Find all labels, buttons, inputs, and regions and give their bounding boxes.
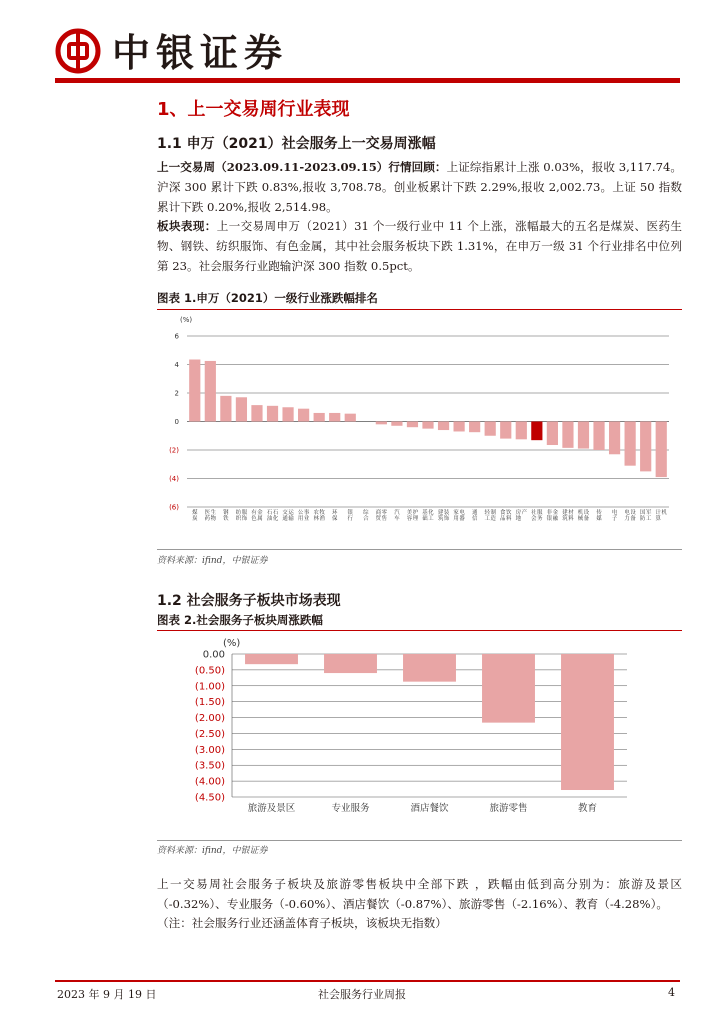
chart1-bar	[453, 422, 464, 432]
chart1-x-label: 钢铁	[223, 510, 229, 523]
chart1-x-label: 非银金融	[546, 510, 559, 523]
chart1-x-label: 电力设备	[624, 510, 636, 523]
chart1-bar	[345, 414, 356, 422]
chart2-bar	[245, 654, 298, 664]
paragraph-sector-performance	[157, 216, 682, 276]
paragraph-market-review-text: 上证综指累计上涨 0.03%，报收 3,117.74。沪深 300 累计下跌 0.83%,报收 3,708.78。创业板累计下跌 2.29%,报收 2,002.73。上证 50 指数累计下跌 0.20%,报收 2,514.98。	[157, 160, 682, 214]
chart1-bar	[531, 422, 542, 441]
chart2-bar	[403, 654, 456, 682]
chart1-bar	[422, 422, 433, 429]
chart2-x-label: 专业服务	[331, 803, 370, 814]
chart1-x-label: 纺织服饰	[235, 510, 248, 523]
chart1-bar	[516, 422, 527, 440]
chart1-x-label: 传媒	[596, 510, 602, 523]
chart1-x-label: 汽车	[394, 510, 400, 523]
chart1-bar	[376, 422, 387, 425]
chart2-y-tick: (2.00)	[194, 713, 225, 725]
subsection-title-2: 1.2 社会服务子板块市场表现	[157, 593, 341, 609]
chart2-bar	[324, 654, 377, 673]
chart1-x-label: 美容护理	[406, 510, 419, 523]
chart1-x-label: 电子	[611, 510, 618, 523]
chart1-x-label: 综合	[363, 510, 369, 523]
paragraph-market-review	[157, 157, 682, 217]
footer-rule	[55, 980, 680, 982]
figure2-title: 图表 2.社会服务子板块周涨跌幅	[157, 613, 323, 627]
figure2-top-rule	[157, 630, 682, 631]
chart2-y-tick: (4.50)	[194, 792, 225, 804]
chart1-y-tick: (6)	[169, 503, 179, 512]
chart1-x-label: 机械设备	[577, 510, 590, 523]
chart1-x-label: 公用事业	[297, 510, 310, 523]
chart1-bar	[609, 422, 620, 455]
chart2-y-tick: (0.50)	[194, 665, 225, 677]
chart2-bar	[561, 654, 614, 790]
chart1-unit-label: (%)	[180, 316, 193, 324]
chart1-y-tick: 2	[174, 389, 179, 398]
chart1-bar	[485, 422, 496, 436]
chart1-x-label: 基础化工	[422, 510, 434, 523]
chart1-x-label: 医药生物	[204, 510, 217, 523]
brand-name: 中银证券	[112, 30, 289, 75]
header-rule	[55, 78, 680, 83]
chart1-bar	[189, 360, 200, 422]
chart2-bar	[482, 654, 535, 723]
chart1-bar	[625, 422, 636, 466]
chart1-x-label: 建筑材料	[562, 510, 574, 523]
chart1-bar	[656, 422, 667, 478]
chart1-bar	[329, 413, 340, 422]
figure2-source: 资料来源：ifind，中银证券	[157, 846, 268, 856]
paragraph-note: （注：社会服务行业还涵盖体育子板块，该板块无指数）	[157, 916, 447, 930]
chart1-bar	[267, 406, 278, 422]
chart1-x-label: 石油石化	[266, 510, 279, 523]
chart1-x-label: 商贸零售	[375, 510, 388, 523]
chart1-bar	[469, 422, 480, 433]
paragraph-sector-text: 上一交易周申万（2021）31 个一级行业中 11 个上涨，涨幅最大的五名是煤炭、医药生物、钢铁、纺织服饰、有色金属，其中社会服务板块下跌 1.31%，在申万一级 31 个行业排名中位列第 23。社会服务行业跑输沪深 300 指数 0.5pct。	[157, 219, 682, 273]
chart1-bar	[407, 422, 418, 428]
chart1-x-label: 社会服务	[531, 510, 543, 523]
chart1-x-label: 国防军工	[639, 510, 652, 523]
chart1-bar	[562, 422, 573, 448]
chart1-x-label: 通信	[471, 510, 478, 523]
chart2-y-tick: (1.50)	[194, 697, 225, 709]
chart2-y-tick: 0.00	[202, 649, 225, 661]
chart1-x-label: 计算机	[655, 510, 667, 523]
chart1-x-label: 轻工制造	[484, 510, 496, 523]
chart1-bar	[251, 405, 262, 421]
chart1-x-label: 家用电器	[453, 510, 465, 523]
chart1-bar	[593, 422, 604, 451]
footer-page-number: 4	[668, 986, 675, 999]
paragraph-sector-lead: 板块表现：	[157, 219, 217, 233]
figure2-bottom-rule	[157, 840, 682, 841]
chart2-x-label: 教育	[577, 803, 598, 814]
chart1-y-tick: 0	[174, 418, 179, 426]
paragraph-market-review-lead: 上一交易周（2023.09.11-2023.09.15）行情回顾：	[157, 160, 447, 174]
subsector-weekly-chart	[157, 632, 682, 840]
chart1-x-label: 农林牧渔	[313, 510, 325, 523]
chart1-bar	[578, 422, 589, 449]
chart1-y-tick: (4)	[169, 475, 179, 483]
chart2-x-label: 旅游及景区	[247, 803, 296, 814]
chart1-bar	[391, 422, 402, 426]
figure1-title: 图表 1.申万（2021）一级行业涨跌幅排名	[157, 291, 378, 305]
chart1-bar	[205, 361, 216, 422]
paragraph-subsector: 上一交易周社会服务子板块及旅游零售板块中全部下跌 ，跌幅由低到高分别为：旅游及景区（-0.32%）、专业服务（-0.60%）、酒店餐饮（-0.87%）、旅游零售（-2.16%）、教育（-4.28%）。	[157, 877, 682, 911]
chart2-y-tick: (3.00)	[194, 744, 225, 756]
industry-ranking-chart	[157, 312, 682, 548]
chart2-y-tick: (1.00)	[194, 681, 225, 693]
chart1-x-label: 煤炭	[192, 510, 198, 523]
chart1-x-label: 房地产	[515, 510, 527, 523]
chart1-bar	[547, 422, 558, 446]
bank-of-china-logo-icon	[55, 28, 101, 74]
chart1-x-label: 食品饮料	[500, 510, 512, 523]
chart2-y-tick: (4.00)	[194, 776, 225, 788]
chart1-x-label: 银行	[347, 510, 353, 523]
figure1-source: 资料来源：ifind，中银证券	[157, 556, 268, 566]
subsection-title-1: 1.1 申万（2021）社会服务上一交易周涨幅	[157, 136, 436, 152]
footer-report-title: 社会服务行业周报	[318, 988, 406, 1001]
chart1-bar	[500, 422, 511, 439]
chart1-y-tick: (2)	[169, 446, 179, 455]
chart1-x-label: 有色金属	[251, 510, 263, 523]
chart1-bar	[314, 413, 325, 422]
chart2-x-label: 酒店餐饮	[410, 803, 449, 814]
chart1-x-label: 环保	[332, 510, 338, 523]
chart2-unit-label: (%)	[223, 638, 241, 649]
chart1-bar	[236, 397, 247, 421]
chart1-y-tick: 4	[174, 361, 179, 369]
chart2-y-tick: (2.50)	[194, 728, 225, 740]
figure1-top-rule	[157, 309, 682, 310]
section-title: 1、上一交易周行业表现	[157, 99, 350, 120]
figure1-bottom-rule	[157, 549, 682, 550]
chart1-x-label: 交通运输	[282, 510, 294, 523]
chart1-x-label: 建筑装饰	[437, 510, 450, 523]
chart2-y-tick: (3.50)	[194, 760, 225, 772]
chart1-bar	[640, 422, 651, 472]
chart1-bar	[282, 407, 293, 421]
chart1-bar	[438, 422, 449, 431]
footer-date: 2023 年 9 月 19 日	[57, 988, 157, 1001]
chart1-bar	[220, 396, 231, 422]
chart2-x-label: 旅游零售	[489, 803, 528, 814]
chart1-y-tick: 6	[174, 332, 179, 341]
chart1-bar	[298, 409, 309, 422]
